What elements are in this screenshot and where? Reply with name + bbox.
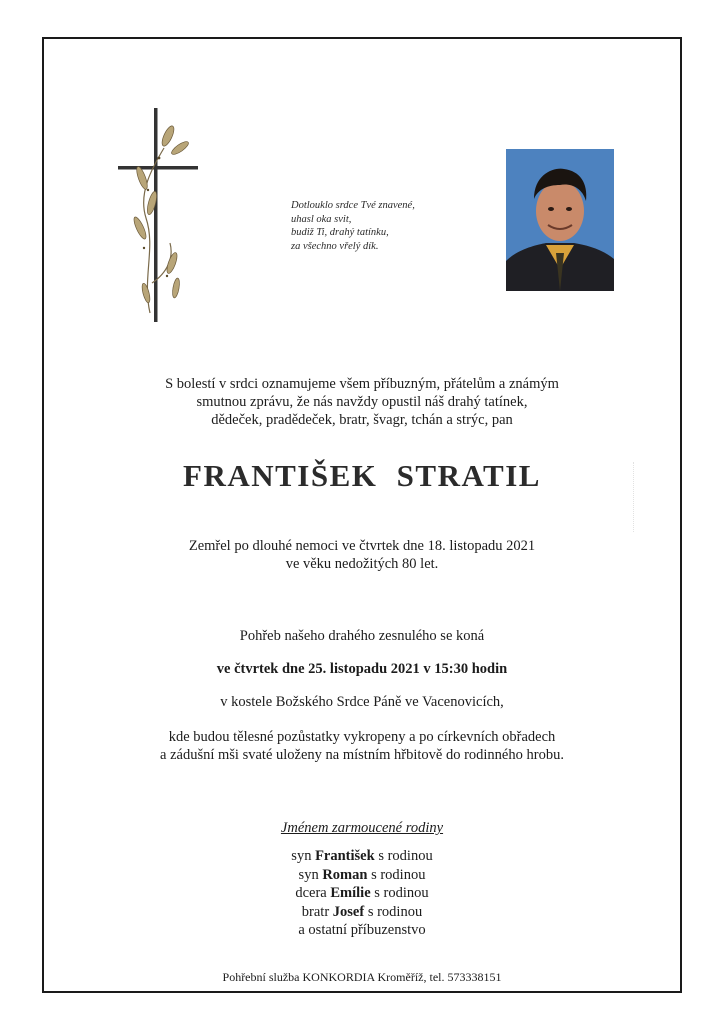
mourner-item: [42, 866, 682, 885]
mourner-relation: dcera: [295, 885, 327, 901]
mourner-item: [42, 847, 682, 866]
poem-line: za všechno vřelý dík.: [291, 240, 379, 252]
death-line: Zemřel po dlouhé nemoci ve čtvrtek dne 18. listopadu 2021: [188, 538, 536, 554]
poem: [291, 199, 415, 253]
mourners-list: [42, 847, 682, 940]
deceased-name: FRANTIŠEK STRATIL: [183, 458, 541, 493]
mourner-name: Josef: [332, 903, 365, 920]
death-line: ve věku nedožitých 80 let.: [285, 556, 439, 572]
funeral-details: [42, 728, 682, 764]
mourner-suffix: s rodinou: [367, 903, 423, 920]
mourner-relation: bratr: [301, 903, 330, 920]
mourner-relation: syn: [291, 848, 312, 864]
announcement-intro: [42, 375, 682, 429]
mourner-suffix: s rodinou: [371, 866, 426, 883]
scan-artifact: [633, 462, 642, 532]
funeral-service-footer: Pohřební služba KONKORDIA Kroměříž, tel. 573338151: [222, 970, 502, 984]
mourners-closing: a ostatní příbuzenstvo: [298, 922, 426, 938]
death-info: [42, 537, 682, 573]
mourner-relation: syn: [298, 866, 319, 883]
poem-line: Dotlouklo srdce Tvé znavené,: [291, 200, 415, 211]
mourner-name: Emílie: [330, 885, 371, 901]
mourner-name: Roman: [322, 866, 368, 883]
intro-line: S bolestí v srdci oznamujeme všem příbuzným, přátelům a známým: [165, 376, 559, 392]
intro-line: smutnou zprávu, že nás navždy opustil náš drahý tatínek,: [196, 394, 528, 410]
mourner-suffix: s rodinou: [374, 885, 429, 901]
cross-with-branch-icon: [112, 108, 208, 322]
mourner-item: [42, 903, 682, 922]
poem-line: uhasl oka svit,: [291, 213, 352, 225]
funeral-detail-line: a zádušní mši svaté uloženy na místním hřbitově do rodinného hrobu.: [160, 747, 564, 763]
funeral-intro: Pohřeb našeho drahého zesnulého se koná: [239, 628, 485, 644]
funeral-detail-line: kde budou tělesné pozůstatky vykropeny a po církevních obřadech: [168, 729, 556, 745]
mourner-suffix: s rodinou: [378, 848, 433, 864]
portrait-photo: [506, 149, 614, 291]
mourner-item: [42, 884, 682, 903]
mourner-name: František: [315, 848, 375, 864]
intro-line: dědeček, pradědeček, bratr, švagr, tchán a strýc, pan: [211, 412, 513, 428]
poem-line: budiž Ti, drahý tatínku,: [291, 227, 389, 239]
funeral-datetime: ve čtvrtek dne 25. listopadu 2021 v 15:30 hodin: [216, 661, 508, 677]
mourners-title: Jménem zarmoucené rodiny: [280, 820, 444, 836]
funeral-place: v kostele Božského Srdce Páně ve Vacenovicích,: [220, 694, 504, 710]
